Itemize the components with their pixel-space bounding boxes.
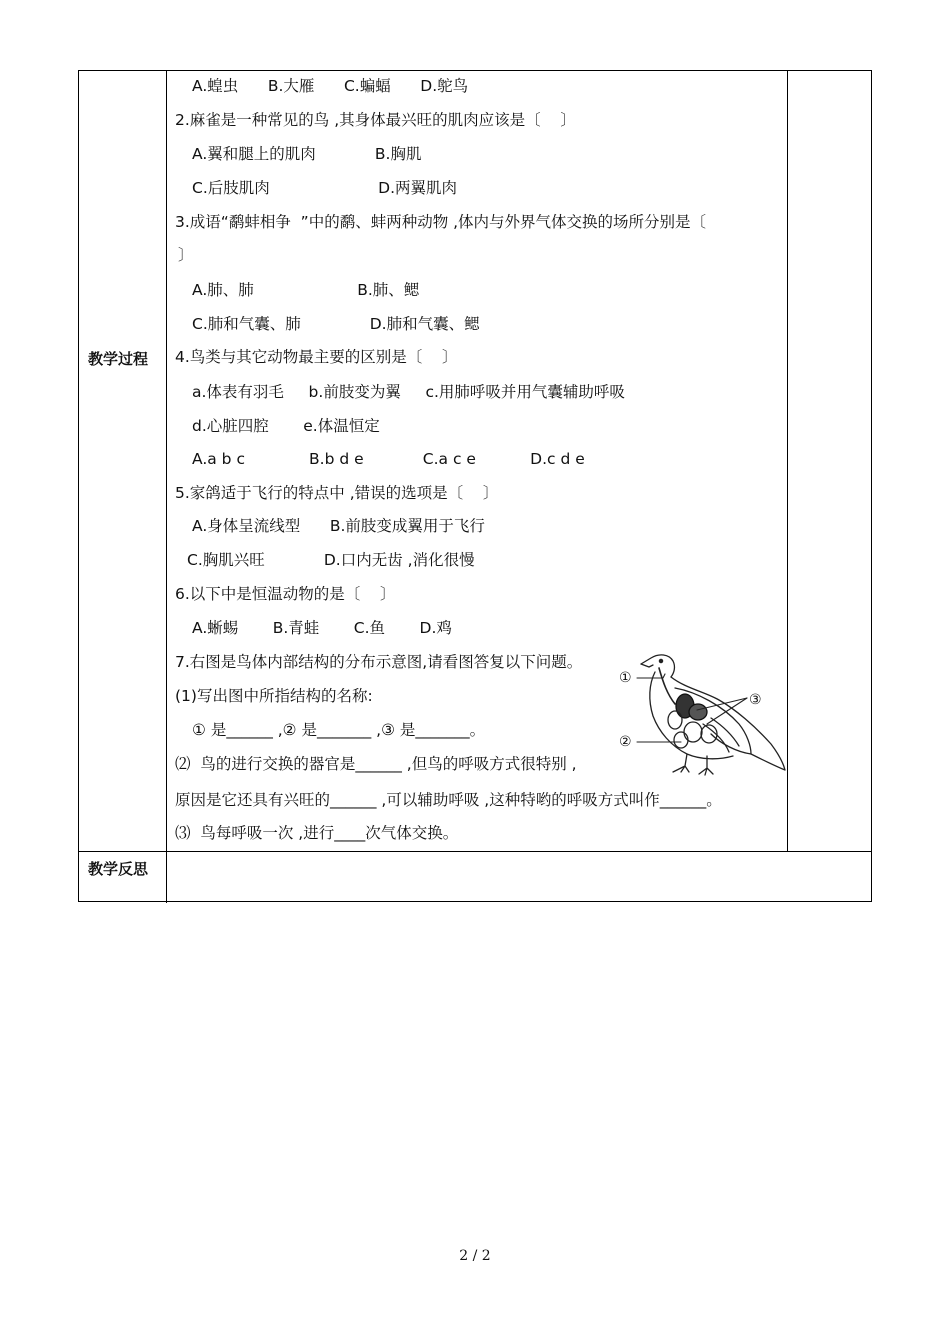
bird-wing-feather: [711, 718, 739, 746]
teaching-reflection-label: 教学反思: [88, 860, 149, 878]
q2-options-cd: C.后肢肌肉 D.两翼肌肉: [192, 179, 458, 197]
page-number: 2 / 2: [459, 1248, 491, 1264]
q4-items-abc: a.体表有羽毛 b.前肢变为翼 c.用肺呼吸并用气囊辅助呼吸: [192, 383, 625, 401]
q7-part3: ⑶ 鸟每呼吸一次 ,进行____次气体交换。: [175, 824, 459, 842]
q3-stem: 3.成语“鹬蚌相争 ”中的鹬、蚌两种动物 ,体内与外界气体交换的场所分别是〔: [175, 213, 707, 231]
bird-leg: [673, 754, 689, 772]
bird-air-sac: [668, 711, 682, 729]
figure-label-1: ①: [619, 670, 632, 686]
pointer-line-3b: [707, 698, 747, 724]
bird-anatomy-figure: [615, 648, 787, 780]
q7-stem: 7.右图是鸟体内部结构的分布示意图,请看图答复以下问题。: [175, 653, 583, 671]
bird-air-sac: [684, 722, 702, 742]
q5-options-ab: A.身体呈流线型 B.前肢变成翼用于飞行: [192, 517, 485, 535]
q4-stem: 4.鸟类与其它动物最主要的区别是〔 〕: [175, 348, 458, 366]
bird-air-sac: [689, 704, 707, 720]
q3-options-cd: C.肺和气囊、肺 D.肺和气囊、鳃: [192, 315, 480, 333]
figure-label-2: ②: [619, 734, 632, 750]
q2-stem: 2.麻雀是一种常见的鸟 ,其身体最兴旺的肌肉应该是〔 〕: [175, 111, 576, 129]
q7-part2-cont: 原因是它还具有兴旺的______ ,可以辅助呼吸 ,这种特哟的呼吸方式叫作______。: [175, 791, 722, 809]
q7-part2: ⑵ 鸟的进行交换的器官是______ ,但鸟的呼吸方式很特别 ,: [175, 755, 577, 773]
q6-options: A.蜥蜴 B.青蛙 C.鱼 D.鸡: [192, 619, 452, 637]
bird-beak: [641, 664, 653, 667]
table-col-divider-left: [166, 71, 167, 903]
table-col-divider-right: [787, 71, 788, 852]
q2-options-ab: A.翼和腿上的肌肉 B.胸肌: [192, 145, 422, 163]
figure-label-3: ③: [749, 692, 762, 708]
table-row-divider: [79, 851, 871, 852]
bird-air-sac: [674, 732, 688, 748]
q1-options: A.蝗虫 B.大雁 C.蝙蝠 D.鸵鸟: [192, 77, 469, 95]
q3-stem-bracket: 〕: [178, 246, 194, 264]
teaching-process-label: 教学过程: [88, 350, 149, 368]
q7-part1-blanks: ① 是______ ,② 是_______ ,③ 是_______。: [192, 721, 486, 739]
q4-options: A.a b c B.b d e C.a c e D.c d e: [192, 450, 585, 468]
q6-stem: 6.以下中是恒温动物的是〔 〕: [175, 585, 396, 603]
bird-eye: [659, 659, 662, 662]
q7-part1: (1)写出图中所指结构的名称:: [175, 687, 373, 705]
q5-options-cd: C.胸肌兴旺 D.口内无齿 ,消化很慢: [187, 551, 475, 569]
q4-items-de: d.心脏四腔 e.体温恒定: [192, 417, 380, 435]
q3-options-ab: A.肺、肺 B.肺、鳃: [192, 281, 420, 299]
q5-stem: 5.家鸽适于飞行的特点中 ,错误的选项是〔 〕: [175, 484, 499, 502]
